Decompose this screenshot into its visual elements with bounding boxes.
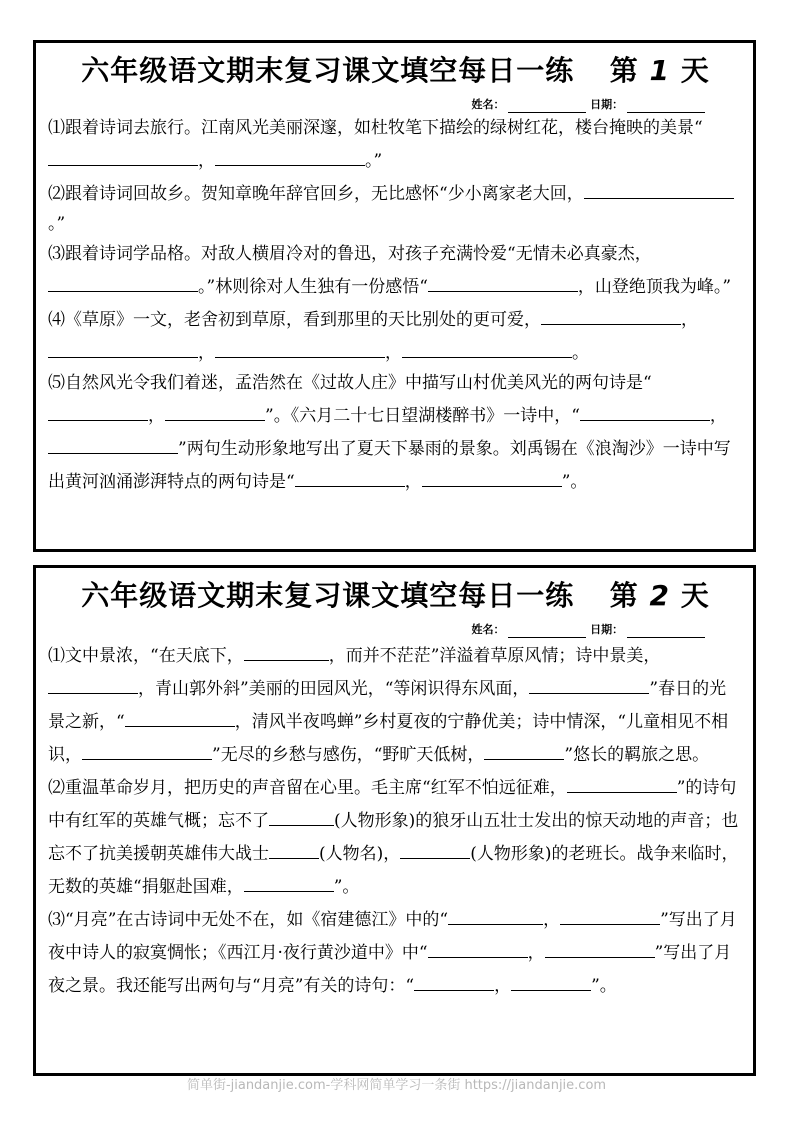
- question-text: ⑶跟着诗词学品格。对敌人横眉冷对的鲁迅，对孩子充满怜爱“无情未必真豪杰，: [48, 244, 652, 264]
- name-field[interactable]: [508, 100, 586, 113]
- name-label: 姓名：: [471, 623, 505, 636]
- question-text: ，: [494, 976, 512, 996]
- day-suffix: 天: [680, 579, 710, 612]
- watermark: 简单街-jiandanjie.com-学科网简单学习一条街 https://jiandanjie.com: [186, 1078, 607, 1093]
- question-text: ，: [198, 151, 215, 171]
- question-text: ”写出了月夜中诗人的寂寞惆怅；《西江月·夜行黄沙道中》中“: [48, 910, 737, 963]
- question-3: [48, 902, 743, 1001]
- name-label: 姓名：: [471, 98, 505, 111]
- answer-blank[interactable]: [48, 269, 198, 292]
- question-3: [48, 239, 743, 302]
- question-text: ，山登绝顶我为峰。”: [577, 277, 732, 297]
- answer-blank[interactable]: [529, 671, 649, 694]
- answer-blank[interactable]: [484, 737, 564, 760]
- question-text: ”两句生动形象地写出了夏天下暴雨的景象。刘禹锡在《浪淘沙》一诗中写出黄河汹涌澎湃特点的两句诗是“: [48, 439, 731, 492]
- answer-blank[interactable]: [244, 638, 329, 661]
- question-text: 。”林则徐对人生独有一份感悟“: [198, 277, 428, 297]
- answer-blank[interactable]: [448, 902, 543, 925]
- date-field[interactable]: [627, 100, 705, 113]
- question-text: (人物名)，: [319, 844, 401, 864]
- question-text: ，: [681, 310, 698, 330]
- answer-blank[interactable]: [428, 269, 578, 292]
- question-text: ，: [148, 406, 165, 426]
- question-text: ，: [527, 943, 545, 963]
- day-number: 1: [649, 54, 670, 87]
- answer-blank[interactable]: [402, 335, 572, 358]
- question-text: 。: [572, 343, 589, 363]
- name-field[interactable]: [508, 625, 586, 638]
- worksheet-title: [48, 572, 743, 620]
- question-text: ”无尽的乡愁与感伤，“野旷天低树，: [212, 745, 485, 765]
- worksheet-day-2: [33, 565, 756, 1076]
- question-text: 。”: [365, 151, 383, 171]
- title-text: 六年级语文期末复习课文填空每日一练: [81, 579, 575, 612]
- answer-blank[interactable]: [422, 464, 562, 487]
- question-text: ，: [543, 910, 561, 930]
- answer-blank[interactable]: [428, 935, 528, 958]
- question-text: ，: [385, 343, 402, 363]
- answer-blank[interactable]: [511, 968, 591, 991]
- question-text: ”春日的光景之新，“: [48, 679, 727, 732]
- day-suffix: 天: [680, 54, 710, 87]
- question-1: [48, 113, 743, 176]
- answer-blank[interactable]: [48, 671, 138, 694]
- answer-blank[interactable]: [125, 704, 235, 727]
- question-5: [48, 368, 743, 497]
- answer-blank[interactable]: [215, 335, 385, 358]
- question-text: ⑷《草原》一文，老舍初到草原，看到那里的天比别处的更可爱，: [48, 310, 541, 330]
- question-text: ⑸自然风光令我们着迷，孟浩然在《过故人庄》中描写山村优美风光的两句诗是“: [48, 373, 652, 393]
- answer-blank[interactable]: [48, 143, 198, 166]
- answer-blank[interactable]: [545, 935, 655, 958]
- question-text: ”写出了月夜之景。我还能写出两句与“月亮”有关的诗句：“: [48, 943, 732, 996]
- question-text: ”。《六月二十七日望湖楼醉书》一诗中，“: [265, 406, 580, 426]
- question-text: ⑶“月亮”在古诗词中无处不在，如《宿建德江》中的“: [48, 910, 449, 930]
- question-text: 。”: [48, 214, 66, 234]
- answer-blank[interactable]: [269, 836, 319, 859]
- question-text: ⑵跟着诗词回故乡。贺知章晚年辞官回乡，无比感怀“少小离家老大回，: [48, 184, 584, 204]
- date-label: 日期：: [590, 623, 624, 636]
- answer-blank[interactable]: [414, 968, 494, 991]
- question-text: ”。: [333, 877, 360, 897]
- answer-blank[interactable]: [48, 398, 148, 421]
- question-text: ⑵重温革命岁月，把历史的声音留在心里。毛主席“红军不怕远征难，: [48, 778, 567, 798]
- title-text: 六年级语文期末复习课文填空每日一练: [81, 54, 575, 87]
- question-2: [48, 770, 743, 902]
- question-text: ⑴跟着诗词去旅行。江南风光美丽深邃，如杜牧笔下描绘的绿树红花，楼台掩映的美景“: [48, 118, 703, 138]
- answer-blank[interactable]: [560, 902, 660, 925]
- worksheet-day-1: [33, 40, 756, 552]
- answer-blank[interactable]: [541, 302, 681, 325]
- question-text: ，而并不茫茫”洋溢着草原风情；诗中景美，: [328, 646, 661, 666]
- answer-blank[interactable]: [82, 737, 212, 760]
- question-text: ，: [198, 343, 215, 363]
- answer-blank[interactable]: [48, 431, 178, 454]
- answer-blank[interactable]: [269, 803, 334, 826]
- name-date-row: [48, 622, 743, 638]
- question-text: (人物形象)的老班长。战争来临时，无数的英雄“捐躯赴国难，: [48, 844, 739, 897]
- question-text: ⑴文中景浓，“在天底下，: [48, 646, 244, 666]
- answer-blank[interactable]: [400, 836, 470, 859]
- answer-blank[interactable]: [584, 176, 734, 199]
- question-2: [48, 176, 743, 239]
- answer-blank[interactable]: [215, 143, 365, 166]
- date-field[interactable]: [627, 625, 705, 638]
- answer-blank[interactable]: [567, 770, 677, 793]
- day-number: 2: [649, 579, 670, 612]
- question-1: [48, 638, 743, 770]
- answer-blank[interactable]: [244, 869, 334, 892]
- question-text: ，青山郭外斜”美丽的田园风光，“等闲识得东风面，: [138, 679, 530, 699]
- day-prefix: 第: [609, 579, 639, 612]
- question-text: ”。: [561, 472, 588, 492]
- question-text: ，清风半夜鸣蝉”乡村夏夜的宁静优美；诗中情深，“儿童相见不相识，: [48, 712, 729, 765]
- question-text: ，: [404, 472, 422, 492]
- answer-blank[interactable]: [295, 464, 405, 487]
- question-4: [48, 302, 743, 368]
- question-text: (人物形象)的狼牙山五壮士发出的惊天动地的声音；也忘不了抗美援朝英雄伟大战士: [48, 811, 739, 864]
- question-text: ”悠长的羁旅之思。: [564, 745, 710, 765]
- answer-blank[interactable]: [165, 398, 265, 421]
- answer-blank[interactable]: [48, 335, 198, 358]
- worksheet-title: [48, 47, 743, 95]
- name-date-row: [48, 97, 743, 113]
- date-label: 日期：: [590, 98, 624, 111]
- day-prefix: 第: [609, 54, 639, 87]
- answer-blank[interactable]: [580, 398, 710, 421]
- question-text: ”。: [591, 976, 617, 996]
- question-text: ”的诗句中有红军的英雄气概；忘不了: [48, 778, 737, 831]
- question-text: ，: [709, 406, 727, 426]
